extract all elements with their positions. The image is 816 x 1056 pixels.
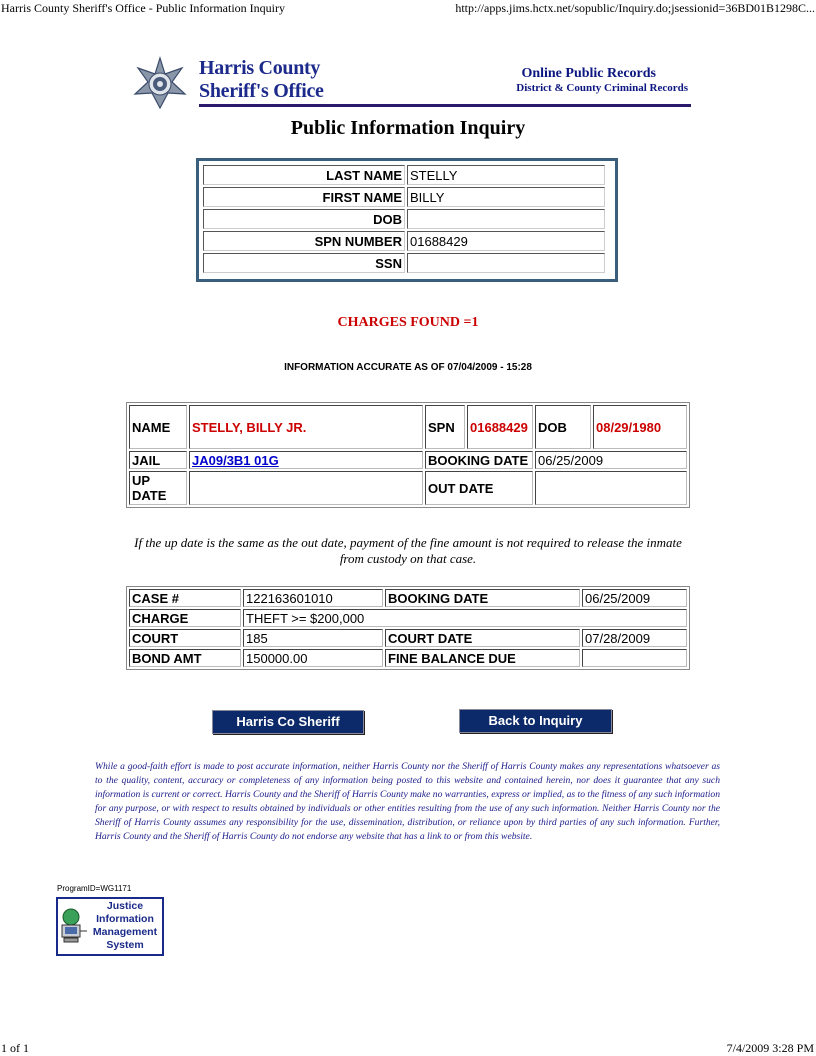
criteria-label: LAST NAME <box>203 165 405 185</box>
criteria-row <box>203 165 605 185</box>
person-dob: 08/29/1980 <box>593 405 687 449</box>
accuracy-timestamp: INFORMATION ACCURATE AS OF 07/04/2009 - 15:28 <box>284 362 532 373</box>
person-info-table <box>126 402 690 508</box>
jims-line: Justice <box>106 900 144 912</box>
jims-logo[interactable] <box>56 897 164 956</box>
criteria-label: SPN NUMBER <box>203 231 405 251</box>
court-value: 185 <box>243 629 383 647</box>
name-label: NAME <box>129 405 187 449</box>
criteria-value <box>407 253 605 273</box>
fine-balance-value <box>582 649 687 667</box>
district-county-records: District & County Criminal Records <box>516 82 688 94</box>
agency-name-line1: Harris County <box>199 57 321 79</box>
charge-value: THEFT >= $200,000 <box>243 609 687 627</box>
case-row <box>129 589 687 607</box>
fine-balance-label: FINE BALANCE DUE <box>385 649 580 667</box>
criteria-value: BILLY <box>407 187 605 207</box>
print-header-title: Harris County Sheriff's Office - Public Information Inquiry <box>1 1 285 15</box>
jail-location-link[interactable]: JA09/3B1 01G <box>192 452 279 468</box>
case-info-table <box>126 586 690 670</box>
criteria-value: 01688429 <box>407 231 605 251</box>
criteria-label: FIRST NAME <box>203 187 405 207</box>
banner-divider <box>199 104 691 107</box>
search-criteria-box <box>196 158 618 282</box>
person-spn: 01688429 <box>467 405 533 449</box>
bond-amount-value: 150000.00 <box>243 649 383 667</box>
court-label: COURT <box>129 629 241 647</box>
search-criteria-table <box>201 163 607 275</box>
back-to-inquiry-button[interactable]: Back to Inquiry <box>459 709 612 733</box>
agency-name-line2: Sheriff's Office <box>199 80 324 102</box>
dob-label: DOB <box>535 405 591 449</box>
jims-line: Information <box>96 913 154 925</box>
charges-found: CHARGES FOUND =1 <box>337 315 479 330</box>
case-row <box>129 609 687 627</box>
criteria-row <box>203 187 605 207</box>
jail-label: JAIL <box>129 451 187 469</box>
person-name: STELLY, BILLY JR. <box>189 405 423 449</box>
bond-amount-label: BOND AMT <box>129 649 241 667</box>
case-row <box>129 629 687 647</box>
booking-date-label: BOOKING DATE <box>425 451 533 469</box>
page-title: Public Information Inquiry <box>290 117 526 139</box>
court-date-label: COURT DATE <box>385 629 580 647</box>
print-timestamp: 7/4/2009 3:28 PM <box>726 1041 814 1055</box>
criteria-row <box>203 209 605 229</box>
booking-date-value: 06/25/2009 <box>535 451 687 469</box>
case-booking-date-value: 06/25/2009 <box>582 589 687 607</box>
case-row <box>129 649 687 667</box>
sheriff-star-badge-icon <box>133 56 187 110</box>
court-date-value: 07/28/2009 <box>582 629 687 647</box>
person-row-name <box>129 405 687 449</box>
person-row-dates <box>129 471 687 505</box>
charge-label: CHARGE <box>129 609 241 627</box>
print-footer <box>0 1040 816 1056</box>
agency-name <box>199 57 324 103</box>
program-id: ProgramID=WG1171 <box>57 884 132 893</box>
jims-logo-text <box>88 900 162 952</box>
print-header-url: http://apps.jims.hctx.net/sopublic/Inquiry.do;jsessionid=36BD01B1298C... <box>455 1 815 15</box>
criteria-row <box>203 253 605 273</box>
out-date-label: OUT DATE <box>425 471 533 505</box>
up-date-label: UP DATE <box>129 471 187 505</box>
case-number-label: CASE # <box>129 589 241 607</box>
release-note: If the up date is the same as the out date, payment of the fine amount is not required to release the inmate from custody on that case. <box>134 535 682 566</box>
spn-label: SPN <box>425 405 465 449</box>
criteria-row <box>203 231 605 251</box>
criteria-value <box>407 209 605 229</box>
disclaimer-text: While a good-faith effort is made to post accurate information, neither Harris County nor the Sheriff of Harris County makes any representations whatsoever as to the quality, content, accuracy or completeness of any information being posted to this website and contained herein, nor does it guarantee that any such information is current or correct. Harris County and the Sheriff of Harris County make no warranties, express or implied, as to the fitness of any such information for any purpose, or with respect to results obtained by individuals or other entities resulting from the use of any such information. Neither Harris County nor the Sheriff of Harris County assumes any responsibility for the use, dissemination, distribution, or reliance upon by third parties of any such information. Further, Harris County and the Sheriff of Harris County do not endorse any website that has a link to or from this website. <box>95 761 720 842</box>
case-number-value: 122163601010 <box>243 589 383 607</box>
case-booking-date-label: BOOKING DATE <box>385 589 580 607</box>
jims-line: System <box>106 939 144 951</box>
harris-co-sheriff-button[interactable]: Harris Co Sheriff <box>212 710 364 734</box>
criteria-label: SSN <box>203 253 405 273</box>
print-header <box>0 0 816 16</box>
criteria-label: DOB <box>203 209 405 229</box>
computer-network-icon <box>60 907 88 945</box>
page-count: 1 of 1 <box>1 1041 29 1055</box>
person-row-jail <box>129 451 687 469</box>
site-banner <box>133 56 691 110</box>
jims-line: Management <box>92 926 158 938</box>
up-date-value <box>189 471 423 505</box>
out-date-value <box>535 471 687 505</box>
jail-cell <box>189 451 423 469</box>
criteria-value: STELLY <box>407 165 605 185</box>
online-public-records: Online Public Records <box>521 66 656 81</box>
